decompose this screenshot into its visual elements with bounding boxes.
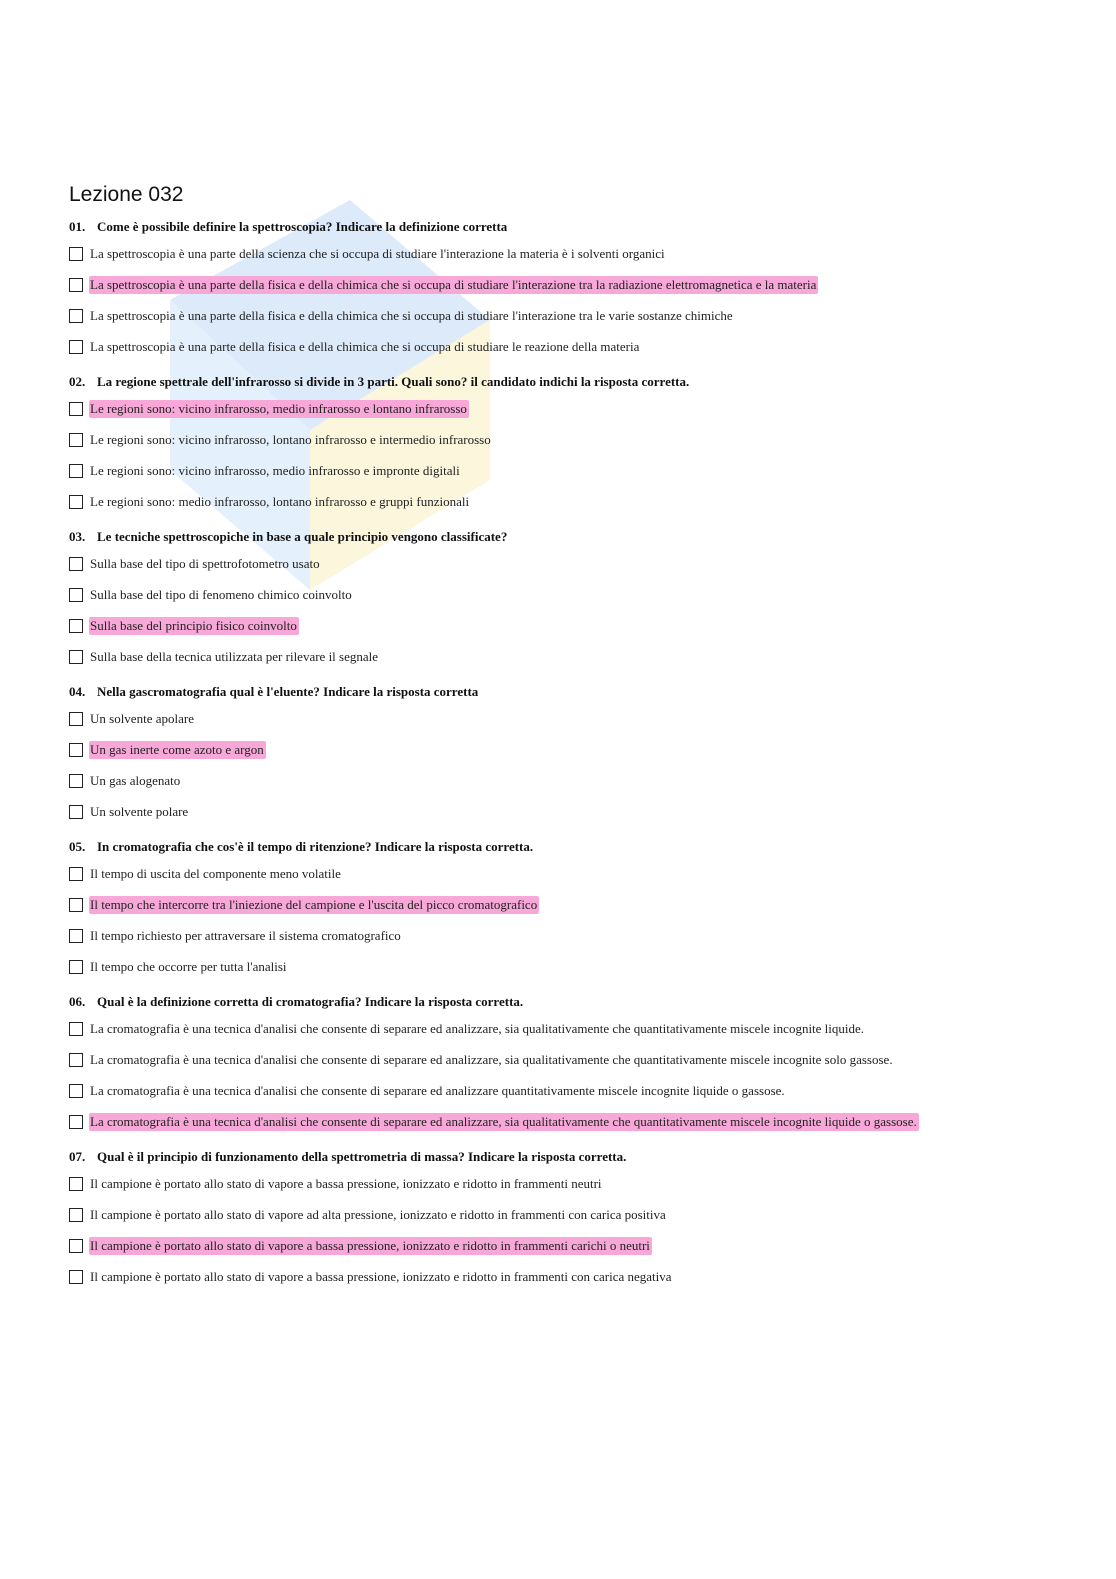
answer-option[interactable] [69,765,1059,796]
question-prompt: Le tecniche spettroscopiche in base a quale principio vengono classificate? [97,529,508,544]
question-prompt: Come è possibile definire la spettroscopia? Indicare la definizione corretta [97,219,508,234]
answer-label: Le regioni sono: vicino infrarosso, lontano infrarosso e intermedio infrarosso [90,431,491,447]
answer-option-correct[interactable] [69,1230,1059,1261]
answer-option-correct[interactable] [69,734,1059,765]
answer-label: Il tempo richiesto per attraversare il sistema cromatografico [90,927,401,943]
answer-checkbox[interactable] [69,1208,83,1222]
question-01 [69,216,1059,362]
question-07 [69,1146,1059,1292]
question-text [69,681,1059,703]
answer-checkbox[interactable] [69,1270,83,1284]
answer-checkbox[interactable] [69,1084,83,1098]
answer-checkbox[interactable] [69,712,83,726]
answer-option[interactable] [69,920,1059,951]
answer-option[interactable] [69,1044,1059,1075]
answer-option[interactable] [69,1199,1059,1230]
answer-label: Le regioni sono: vicino infrarosso, medio infrarosso e impronte digitali [90,462,460,478]
answer-checkbox[interactable] [69,650,83,664]
answer-checkbox[interactable] [69,557,83,571]
answer-checkbox[interactable] [69,743,83,757]
answer-label: La spettroscopia è una parte della fisica e della chimica che si occupa di studiare le reazione della materia [90,338,640,354]
question-prompt: Nella gascromatografia qual è l'eluente? Indicare la risposta corretta [97,684,479,699]
answer-checkbox[interactable] [69,867,83,881]
answer-label: Il tempo che intercorre tra l'iniezione del campione e l'uscita del picco cromatografico [90,896,538,912]
answer-option[interactable] [69,486,1059,517]
answer-label: Le regioni sono: vicino infrarosso, medio infrarosso e lontano infrarosso [90,400,467,416]
answer-label: Un gas inerte come azoto e argon [90,741,264,757]
question-prompt: Qual è il principio di funzionamento della spettrometria di massa? Indicare la risposta corretta. [97,1149,627,1164]
answer-label: Un gas alogenato [90,772,181,788]
question-text [69,836,1059,858]
question-02 [69,371,1059,517]
question-number: 03. [69,529,86,544]
answer-label: La cromatografia è una tecnica d'analisi che consente di separare ed analizzare, sia qualitativamente che quantitativamente miscele incognite solo gassose. [90,1051,893,1067]
answer-label: La spettroscopia è una parte della scienza che si occupa di studiare l'interazione la materia è i solventi organici [90,245,665,261]
document-page [69,180,1059,1292]
answer-checkbox[interactable] [69,1177,83,1191]
question-number: 06. [69,994,86,1009]
question-number: 04. [69,684,86,699]
answer-checkbox[interactable] [69,247,83,261]
answer-option-correct[interactable] [69,269,1059,300]
answer-label: Un solvente polare [90,803,189,819]
answer-checkbox[interactable] [69,805,83,819]
answer-checkbox[interactable] [69,495,83,509]
answer-option[interactable] [69,703,1059,734]
answer-label: Le regioni sono: medio infrarosso, lontano infrarosso e gruppi funzionali [90,493,470,509]
answer-checkbox[interactable] [69,588,83,602]
answer-checkbox[interactable] [69,1239,83,1253]
answer-label: Il campione è portato allo stato di vapore a bassa pressione, ionizzato e ridotto in frammenti con carica negativa [90,1268,672,1284]
question-prompt: In cromatografia che cos'è il tempo di ritenzione? Indicare la risposta corretta. [97,839,534,854]
answer-label: La cromatografia è una tecnica d'analisi che consente di separare ed analizzare, sia qualitativamente che quantitativamente miscele incognite liquide. [90,1020,865,1036]
answer-option-correct[interactable] [69,610,1059,641]
answer-option[interactable] [69,641,1059,672]
question-prompt: La regione spettrale dell'infrarosso si divide in 3 parti. Quali sono? il candidato indichi la risposta corretta. [97,374,690,389]
question-number: 02. [69,374,86,389]
answer-checkbox[interactable] [69,960,83,974]
answer-label: Il tempo di uscita del componente meno volatile [90,865,341,881]
page-title: Lezione 032 [69,183,184,206]
answer-checkbox[interactable] [69,309,83,323]
answer-option[interactable] [69,796,1059,827]
answer-checkbox[interactable] [69,619,83,633]
answer-option[interactable] [69,579,1059,610]
answer-label: La cromatografia è una tecnica d'analisi che consente di separare ed analizzare, sia qualitativamente che quantitativamente miscele incognite liquide o gassose. [90,1113,917,1129]
question-06 [69,991,1059,1137]
answer-option[interactable] [69,331,1059,362]
answer-option[interactable] [69,1168,1059,1199]
answer-option[interactable] [69,424,1059,455]
question-text [69,371,1059,393]
answer-label: Sulla base del tipo di fenomeno chimico coinvolto [90,586,352,602]
answer-label: Sulla base della tecnica utilizzata per rilevare il segnale [90,648,379,664]
answer-checkbox[interactable] [69,898,83,912]
answer-checkbox[interactable] [69,1115,83,1129]
answer-checkbox[interactable] [69,1053,83,1067]
answer-label: Sulla base del tipo di spettrofotometro usato [90,555,320,571]
question-04 [69,681,1059,827]
answer-checkbox[interactable] [69,433,83,447]
answer-label: Sulla base del principio fisico coinvolto [90,617,297,633]
answer-label: Il campione è portato allo stato di vapore ad alta pressione, ionizzato e ridotto in frammenti con carica positiva [90,1206,666,1222]
answer-option[interactable] [69,548,1059,579]
question-number: 07. [69,1149,86,1164]
answer-checkbox[interactable] [69,278,83,292]
answer-option[interactable] [69,858,1059,889]
answer-option[interactable] [69,300,1059,331]
question-text [69,526,1059,548]
answer-checkbox[interactable] [69,1022,83,1036]
answer-checkbox[interactable] [69,464,83,478]
answer-option-correct[interactable] [69,393,1059,424]
question-number: 01. [69,219,86,234]
answer-option[interactable] [69,455,1059,486]
answer-label: La spettroscopia è una parte della fisica e della chimica che si occupa di studiare l'interazione tra la radiazione elettromagnetica e la materia [90,276,817,292]
answer-checkbox[interactable] [69,340,83,354]
answer-label: Il tempo che occorre per tutta l'analisi [90,958,287,974]
answer-option[interactable] [69,1075,1059,1106]
question-03 [69,526,1059,672]
answer-label: La cromatografia è una tecnica d'analisi che consente di separare ed analizzare quantitativamente miscele incognite liquide o gassose. [90,1082,785,1098]
question-number: 05. [69,839,86,854]
answer-checkbox[interactable] [69,929,83,943]
answer-option[interactable] [69,951,1059,982]
question-text [69,216,1059,238]
answer-option[interactable] [69,1013,1059,1044]
answer-label: Il campione è portato allo stato di vapore a bassa pressione, ionizzato e ridotto in frammenti neutri [90,1175,602,1191]
answer-option-correct[interactable] [69,1106,1059,1137]
question-text [69,1146,1059,1168]
answer-label: La spettroscopia è una parte della fisica e della chimica che si occupa di studiare l'interazione tra le varie sostanze chimiche [90,307,733,323]
question-prompt: Qual è la definizione corretta di cromatografia? Indicare la risposta corretta. [97,994,524,1009]
answer-checkbox[interactable] [69,402,83,416]
answer-label: Un solvente apolare [90,710,194,726]
question-05 [69,836,1059,982]
answer-checkbox[interactable] [69,774,83,788]
answer-option[interactable] [69,1261,1059,1292]
answer-option-correct[interactable] [69,889,1059,920]
question-text [69,991,1059,1013]
answer-label: Il campione è portato allo stato di vapore a bassa pressione, ionizzato e ridotto in frammenti carichi o neutri [90,1237,650,1253]
answer-option[interactable] [69,238,1059,269]
